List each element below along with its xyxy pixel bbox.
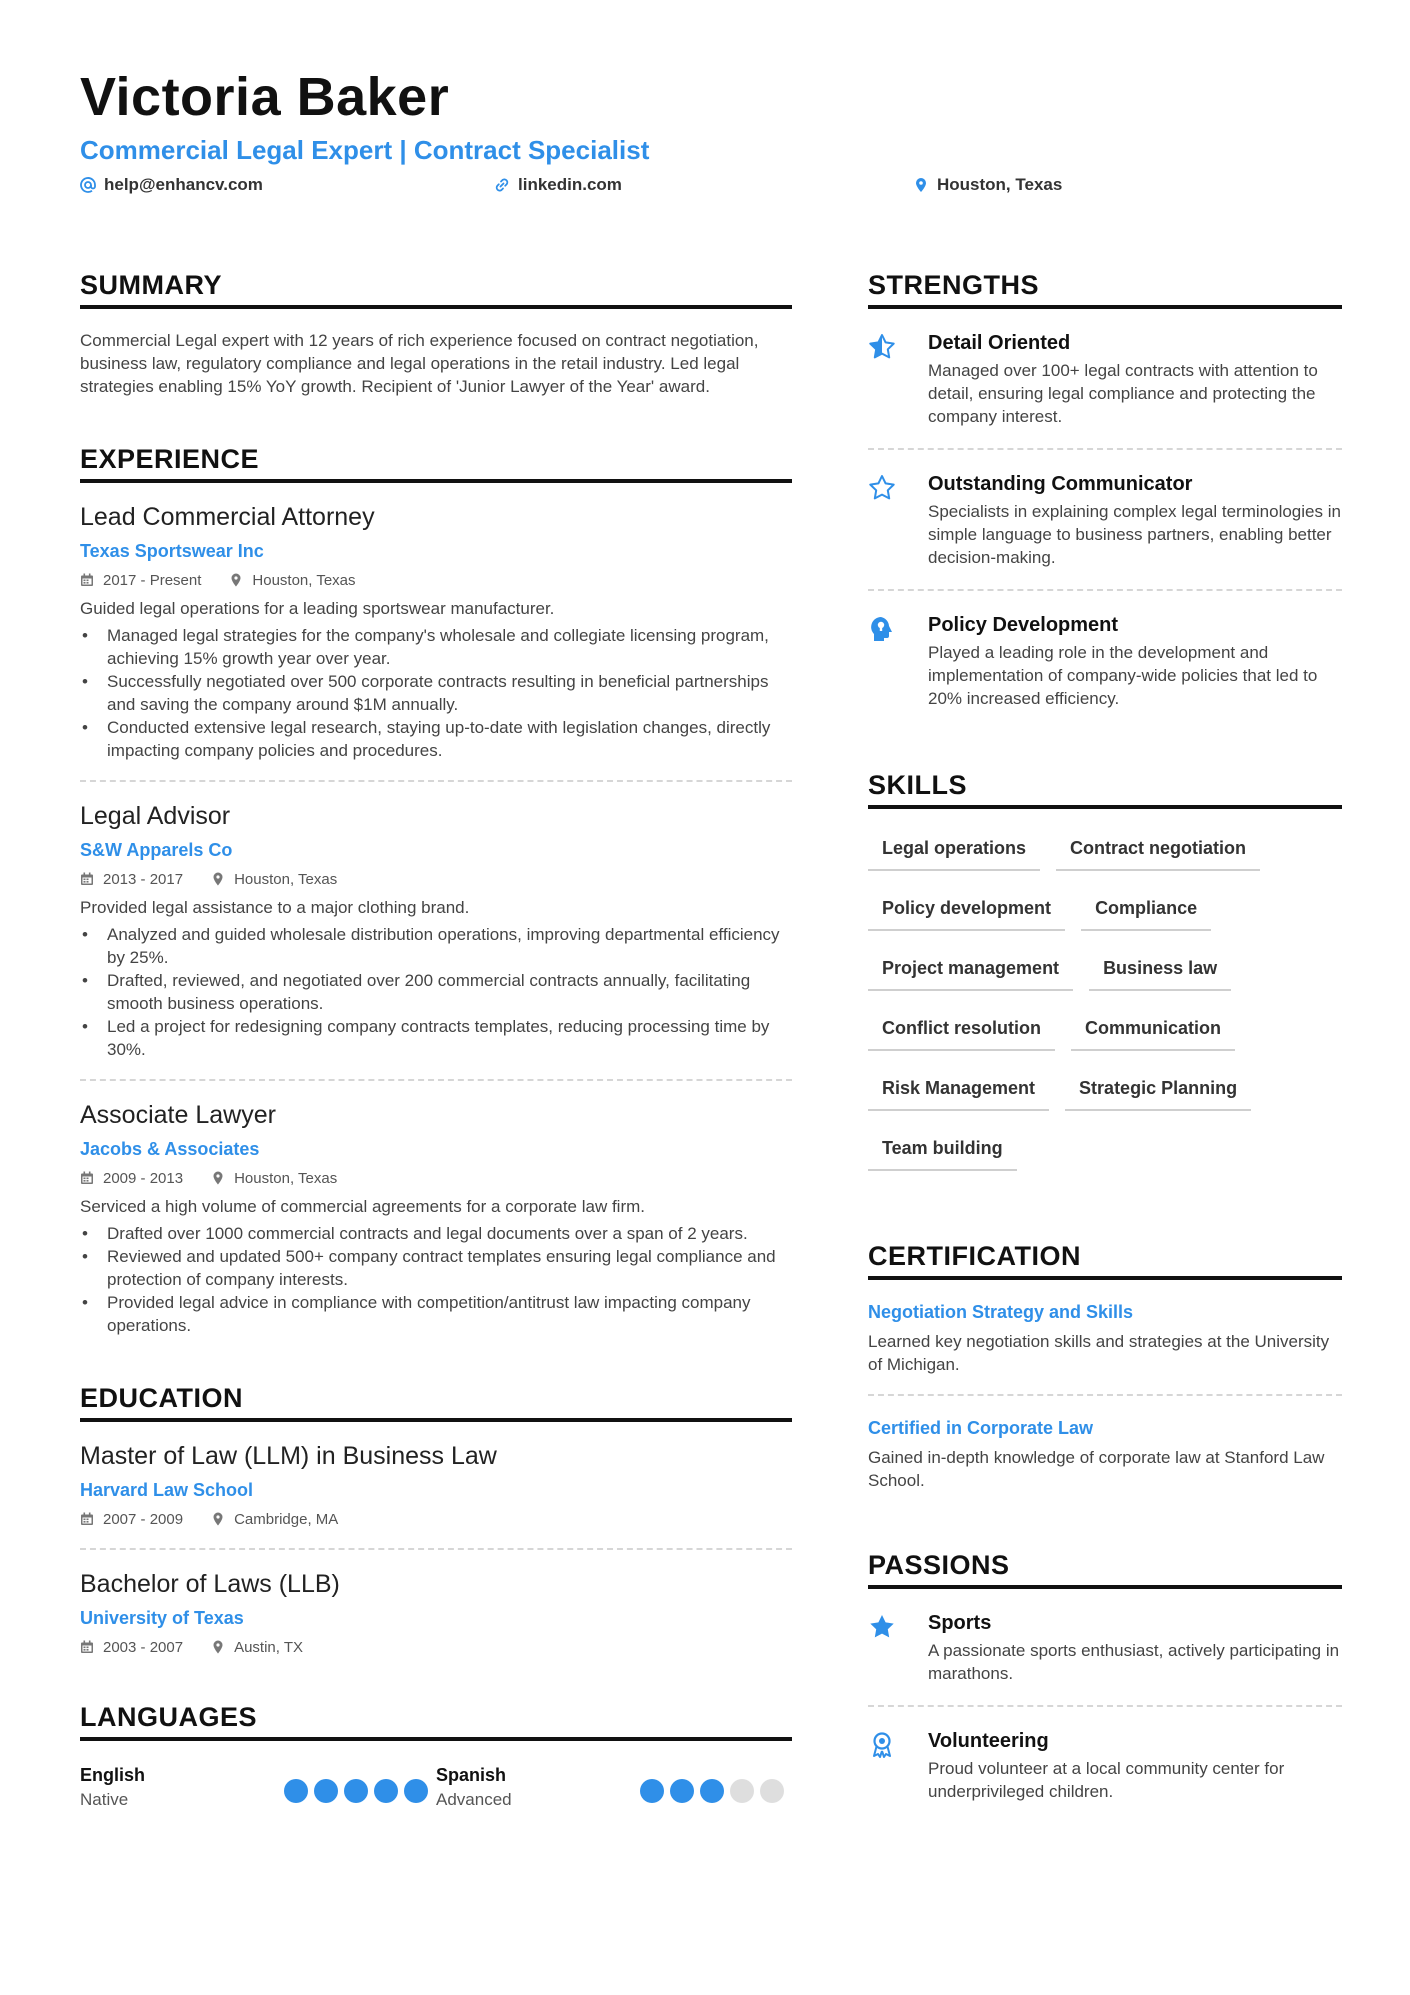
experience-list xyxy=(80,483,792,1337)
strength-item-title: Outstanding Communicator xyxy=(928,473,1193,495)
proficiency-dot xyxy=(670,1779,694,1803)
proficiency-dot xyxy=(344,1779,368,1803)
date-range xyxy=(80,572,201,589)
map-pin-icon xyxy=(211,1512,225,1526)
degree-title: Bachelor of Laws (LLB) xyxy=(80,1570,340,1598)
achievement-item: • Managed legal strategies for the company's wholesale and collegiate licensing program, achieving 15% growth year over year. xyxy=(80,624,792,670)
proficiency-dot xyxy=(700,1779,724,1803)
entry-location xyxy=(211,1170,337,1187)
certification-list xyxy=(868,1280,1342,1510)
map-pin-icon xyxy=(913,177,929,193)
contact-bar xyxy=(80,175,1340,201)
achievement-item: • Led a project for redesigning company contracts templates, reducing processing time by 30%. xyxy=(80,1015,792,1061)
skill-tag: Project management xyxy=(868,949,1073,991)
achievement-item: • Conducted extensive legal research, staying up-to-date with legislation changes, directly impacting company policies and procedures. xyxy=(80,716,792,762)
passion-item-title: Sports xyxy=(928,1612,992,1634)
section-title-strengths: STRENGTHS xyxy=(868,270,1342,309)
certification-title: Certified in Corporate Law xyxy=(868,1418,1094,1438)
language-level: Native xyxy=(80,1790,129,1809)
job-title: Associate Lawyer xyxy=(80,1101,276,1129)
school-name: Harvard Law School xyxy=(80,1480,254,1500)
proficiency-dot xyxy=(314,1779,338,1803)
certification-item xyxy=(868,1396,1342,1510)
location-text: Cambridge, MA xyxy=(234,1510,339,1528)
section-title-education: EDUCATION xyxy=(80,1383,792,1422)
map-pin-icon xyxy=(211,1171,225,1185)
location-text: Houston, Texas xyxy=(234,1169,338,1187)
achievement-item: • Provided legal advice in compliance with competition/antitrust law impacting company operations. xyxy=(80,1291,792,1337)
job-description: Guided legal operations for a leading sportswear manufacturer. xyxy=(80,599,555,618)
proficiency-dot xyxy=(640,1779,664,1803)
education-entry xyxy=(80,1550,792,1658)
section-title-certification: CERTIFICATION xyxy=(868,1241,1342,1280)
calendar-icon xyxy=(80,1512,94,1526)
summary-section xyxy=(80,270,792,398)
experience-section xyxy=(80,444,792,1337)
experience-entry xyxy=(80,782,792,1081)
degree-title: Master of Law (LLM) in Business Law xyxy=(80,1442,497,1470)
section-title-summary: SUMMARY xyxy=(80,270,792,309)
email-text: help@enhancv.com xyxy=(104,175,263,194)
strength-item-title: Policy Development xyxy=(928,614,1119,636)
language-item xyxy=(80,1765,436,1810)
link-icon xyxy=(494,177,510,193)
map-pin-icon xyxy=(229,573,243,587)
left-column xyxy=(80,270,792,1856)
contact-linkedin[interactable] xyxy=(494,175,622,195)
company-name: Jacobs & Associates xyxy=(80,1139,260,1159)
date-text: 2009 - 2013 xyxy=(103,1169,184,1187)
proficiency-dot xyxy=(730,1779,754,1803)
skill-tag: Risk Management xyxy=(868,1069,1049,1111)
skill-tag: Legal operations xyxy=(868,829,1040,871)
certification-description: Gained in-depth knowledge of corporate law at Stanford Law School. xyxy=(868,1448,1325,1490)
section-title-passions: PASSIONS xyxy=(868,1550,1342,1589)
achievement-list xyxy=(80,923,792,1061)
achievement-item: • Drafted, reviewed, and negotiated over 200 commercial contracts annually, facilitating smooth business operations. xyxy=(80,969,792,1015)
date-text: 2013 - 2017 xyxy=(103,870,184,888)
strengths-section xyxy=(868,270,1342,730)
date-range xyxy=(80,1170,183,1187)
passion-item xyxy=(868,1707,1342,1823)
school-name: University of Texas xyxy=(80,1608,244,1628)
section-title-experience: EXPERIENCE xyxy=(80,444,792,483)
achievement-item: • Analyzed and guided wholesale distribution operations, improving departmental efficiency by 25%. xyxy=(80,923,792,969)
achievement-list xyxy=(80,624,792,762)
education-meta xyxy=(80,1636,792,1658)
language-name: Spanish xyxy=(436,1765,507,1785)
strength-item-description: Played a leading role in the development and implementation of company-wide policies that led to 20% increased efficiency. xyxy=(928,643,1318,708)
date-text: 2007 - 2009 xyxy=(103,1510,184,1528)
entry-location xyxy=(211,871,337,888)
head-idea-icon xyxy=(868,613,902,710)
candidate-headline: Commercial Legal Expert | Contract Specialist xyxy=(80,135,650,165)
entry-location xyxy=(211,1639,303,1656)
section-title-languages: LANGUAGES xyxy=(80,1702,792,1741)
proficiency-dot xyxy=(374,1779,398,1803)
experience-meta xyxy=(80,868,792,890)
skill-tag: Communication xyxy=(1071,1009,1235,1051)
strength-item-description: Managed over 100+ legal contracts with attention to detail, ensuring legal compliance and protecting the company interest. xyxy=(928,361,1318,426)
skill-tag: Compliance xyxy=(1081,889,1211,931)
contact-location xyxy=(913,175,1062,195)
language-level: Advanced xyxy=(436,1790,512,1809)
certification-section xyxy=(868,1241,1342,1510)
job-title: Lead Commercial Attorney xyxy=(80,503,375,531)
strength-item xyxy=(868,591,1342,730)
language-name: English xyxy=(80,1765,146,1785)
passions-section xyxy=(868,1550,1342,1823)
strength-item xyxy=(868,450,1342,591)
passion-item xyxy=(868,1589,1342,1707)
skills-section xyxy=(868,770,1342,1189)
proficiency-dot xyxy=(404,1779,428,1803)
language-item xyxy=(436,1765,792,1810)
strength-item-title: Detail Oriented xyxy=(928,332,1071,354)
certification-item xyxy=(868,1280,1342,1396)
strength-item-description: Specialists in explaining complex legal terminologies in simple language to business partners, enabling better decision-making. xyxy=(928,502,1341,567)
strength-item xyxy=(868,309,1342,450)
skill-tag: Business law xyxy=(1089,949,1231,991)
proficiency-dot xyxy=(760,1779,784,1803)
skill-tag: Policy development xyxy=(868,889,1065,931)
certification-title: Negotiation Strategy and Skills xyxy=(868,1302,1134,1322)
skill-tag: Strategic Planning xyxy=(1065,1069,1251,1111)
calendar-icon xyxy=(80,573,94,587)
job-description: Provided legal assistance to a major clothing brand. xyxy=(80,898,470,917)
job-title: Legal Advisor xyxy=(80,802,231,830)
experience-meta xyxy=(80,569,792,591)
achievement-item: • Successfully negotiated over 500 corporate contracts resulting in beneficial partnerships and saving the company around $1M annually. xyxy=(80,670,792,716)
skill-tag: Conflict resolution xyxy=(868,1009,1055,1051)
education-meta xyxy=(80,1508,792,1530)
star-filled-icon xyxy=(868,1611,902,1685)
location-text: Austin, TX xyxy=(234,1638,303,1656)
candidate-name: Victoria Baker xyxy=(80,67,450,127)
education-list xyxy=(80,1422,792,1658)
at-icon xyxy=(80,177,96,193)
achievement-list xyxy=(80,1222,792,1337)
company-name: Texas Sportswear Inc xyxy=(80,541,264,561)
contact-email[interactable] xyxy=(80,175,263,195)
calendar-icon xyxy=(80,1171,94,1185)
proficiency-dots xyxy=(634,1771,784,1810)
date-text: 2017 - Present xyxy=(103,571,202,589)
passions-list xyxy=(868,1589,1342,1823)
certification-description: Learned key negotiation skills and strategies at the University of Michigan. xyxy=(868,1332,1330,1374)
skills-list xyxy=(868,809,1342,1189)
map-pin-icon xyxy=(211,1640,225,1654)
star-outline-icon xyxy=(868,472,902,569)
entry-location xyxy=(211,1511,338,1528)
star-half-icon xyxy=(868,331,902,428)
location-text: Houston, Texas xyxy=(252,571,356,589)
proficiency-dot xyxy=(284,1779,308,1803)
date-text: 2003 - 2007 xyxy=(103,1638,184,1656)
skill-tag: Contract negotiation xyxy=(1056,829,1260,871)
date-range xyxy=(80,1639,183,1656)
entry-location xyxy=(229,572,355,589)
achievement-item: • Drafted over 1000 commercial contracts and legal documents over a span of 2 years. xyxy=(80,1222,792,1245)
award-ribbon-icon xyxy=(868,1729,902,1803)
calendar-icon xyxy=(80,1640,94,1654)
experience-meta xyxy=(80,1167,792,1189)
passion-item-description: Proud volunteer at a local community center for underprivileged children. xyxy=(928,1759,1285,1801)
company-name: S&W Apparels Co xyxy=(80,840,233,860)
languages-section xyxy=(80,1702,792,1810)
experience-entry xyxy=(80,483,792,782)
achievement-item: • Reviewed and updated 500+ company contract templates ensuring legal compliance and protection of company interests. xyxy=(80,1245,792,1291)
job-description: Serviced a high volume of commercial agreements for a corporate law firm. xyxy=(80,1197,646,1216)
education-section xyxy=(80,1383,792,1658)
strengths-list xyxy=(868,309,1342,730)
skill-tag: Team building xyxy=(868,1129,1017,1171)
location-text: Houston, Texas xyxy=(937,175,1063,194)
right-column xyxy=(868,270,1342,1869)
date-range xyxy=(80,871,183,888)
proficiency-dots xyxy=(278,1771,428,1810)
summary-text: Commercial Legal expert with 12 years of rich experience focused on contract negotiation, business law, regulatory compliance and legal operations in the retail industry. Led legal strategies enabling 15% YoY growth. Recipient of 'Junior Lawyer of the Year' award. xyxy=(80,331,759,396)
date-range xyxy=(80,1511,183,1528)
section-title-skills: SKILLS xyxy=(868,770,1342,809)
linkedin-text: linkedin.com xyxy=(518,175,622,194)
experience-entry xyxy=(80,1081,792,1337)
passion-item-title: Volunteering xyxy=(928,1730,1049,1752)
languages-list xyxy=(80,1741,792,1810)
education-entry xyxy=(80,1422,792,1550)
location-text: Houston, Texas xyxy=(234,870,338,888)
map-pin-icon xyxy=(211,872,225,886)
calendar-icon xyxy=(80,872,94,886)
passion-item-description: A passionate sports enthusiast, actively participating in marathons. xyxy=(928,1641,1340,1683)
